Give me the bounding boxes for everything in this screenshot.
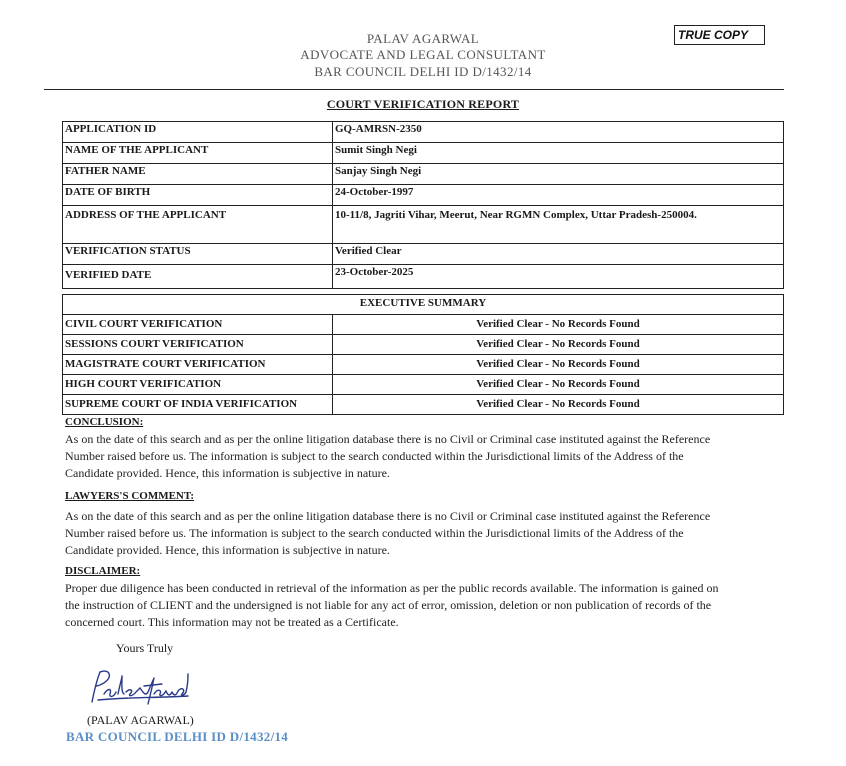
lawyers-comment-line: Candidate provided. Hence, this information is subjective in nature. — [65, 542, 390, 557]
letterhead-name: PALAV AGARWAL — [366, 31, 480, 46]
detail-label: APPLICATION ID — [63, 122, 333, 143]
disclaimer-line: Proper due diligence has been conducted in retrieval of the information as per the public records available. The information is gained on — [65, 581, 719, 595]
table-row — [63, 335, 784, 355]
table-row — [63, 206, 784, 244]
summary-value: Verified Clear - No Records Found — [333, 395, 784, 415]
lawyers-comment-line: Number raised before us. The information is subject to the search conducted within the Jurisdictional limits of the Address of the — [65, 525, 684, 540]
detail-label: NAME OF THE APPLICANT — [63, 143, 333, 164]
summary-label: SUPREME COURT OF INDIA VERIFICATION — [63, 395, 333, 415]
disclaimer-line: concerned court. This information may not be treated as a Certificate. — [65, 614, 399, 629]
executive-summary-table — [62, 294, 784, 415]
detail-value: 10-11/8, Jagriti Vihar, Meerut, Near RGMN Complex, Uttar Pradesh-250004. — [333, 206, 784, 244]
conclusion-line: Candidate provided. Hence, this information is subjective in nature. — [65, 465, 390, 480]
applicant-details-table — [62, 121, 784, 289]
disclaimer-line: the instruction of CLIENT and the undersigned is not liable for any act of error, omission, deletion or non publication of records of the — [65, 597, 712, 612]
summary-value: Verified Clear - No Records Found — [333, 355, 784, 375]
summary-label: SESSIONS COURT VERIFICATION — [63, 335, 333, 355]
true-copy-stamp: TRUE COPY — [674, 25, 765, 45]
detail-value: GQ-AMRSN-2350 — [333, 122, 784, 143]
table-row — [63, 395, 784, 415]
detail-label: VERIFIED DATE — [63, 265, 333, 289]
summary-value: Verified Clear - No Records Found — [333, 335, 784, 355]
lawyers-comment-text — [65, 508, 777, 558]
signatory-name: (PALAV AGARWAL) — [87, 713, 194, 727]
detail-label: ADDRESS OF THE APPLICANT — [63, 206, 333, 244]
detail-value: Verified Clear — [333, 244, 784, 265]
lawyers-comment-line: As on the date of this search and as per the online litigation database there is no Civil or Criminal case instituted against the Reference — [65, 509, 711, 523]
summary-label: HIGH COURT VERIFICATION — [63, 375, 333, 395]
lawyers-comment-heading: LAWYERS'S COMMENT: — [65, 490, 195, 502]
table-row — [63, 164, 784, 185]
letterhead-title: ADVOCATE AND LEGAL CONSULTANT — [300, 47, 546, 62]
conclusion-line: Number raised before us. The information is subject to the search conducted within the Jurisdictional limits of the Address of the — [65, 448, 684, 463]
table-row — [63, 244, 784, 265]
detail-value: 24-October-1997 — [333, 185, 784, 206]
report-title: COURT VERIFICATION REPORT — [326, 97, 520, 111]
summary-label: MAGISTRATE COURT VERIFICATION — [63, 355, 333, 375]
conclusion-heading: CONCLUSION: — [65, 416, 144, 428]
table-header-row — [63, 295, 784, 315]
table-row — [63, 265, 784, 289]
header-divider — [44, 89, 784, 90]
table-row — [63, 122, 784, 143]
summary-value: Verified Clear - No Records Found — [333, 315, 784, 335]
footer-bar-council-id: BAR COUNCIL DELHI ID D/1432/14 — [66, 729, 289, 744]
table-row — [63, 355, 784, 375]
detail-value: Sanjay Singh Negi — [333, 164, 784, 185]
detail-label: DATE OF BIRTH — [63, 185, 333, 206]
table-row — [63, 185, 784, 206]
table-row — [63, 315, 784, 335]
disclaimer-heading: DISCLAIMER: — [65, 565, 141, 577]
detail-label: FATHER NAME — [63, 164, 333, 185]
yours-truly: Yours Truly — [116, 641, 174, 655]
detail-label: VERIFICATION STATUS — [63, 244, 333, 265]
detail-value: 23-October-2025 — [333, 265, 784, 289]
conclusion-text — [65, 431, 777, 481]
letterhead-bar-id: BAR COUNCIL DELHI ID D/1432/14 — [314, 64, 532, 79]
summary-value: Verified Clear - No Records Found — [333, 375, 784, 395]
summary-label: CIVIL COURT VERIFICATION — [63, 315, 333, 335]
table-row — [63, 375, 784, 395]
table-row — [63, 143, 784, 164]
signature-image — [88, 664, 198, 708]
conclusion-line: As on the date of this search and as per the online litigation database there is no Civil or Criminal case instituted against the Reference — [65, 432, 711, 446]
detail-value: Sumit Singh Negi — [333, 143, 784, 164]
executive-summary-header: EXECUTIVE SUMMARY — [63, 295, 784, 315]
disclaimer-text — [65, 580, 777, 630]
